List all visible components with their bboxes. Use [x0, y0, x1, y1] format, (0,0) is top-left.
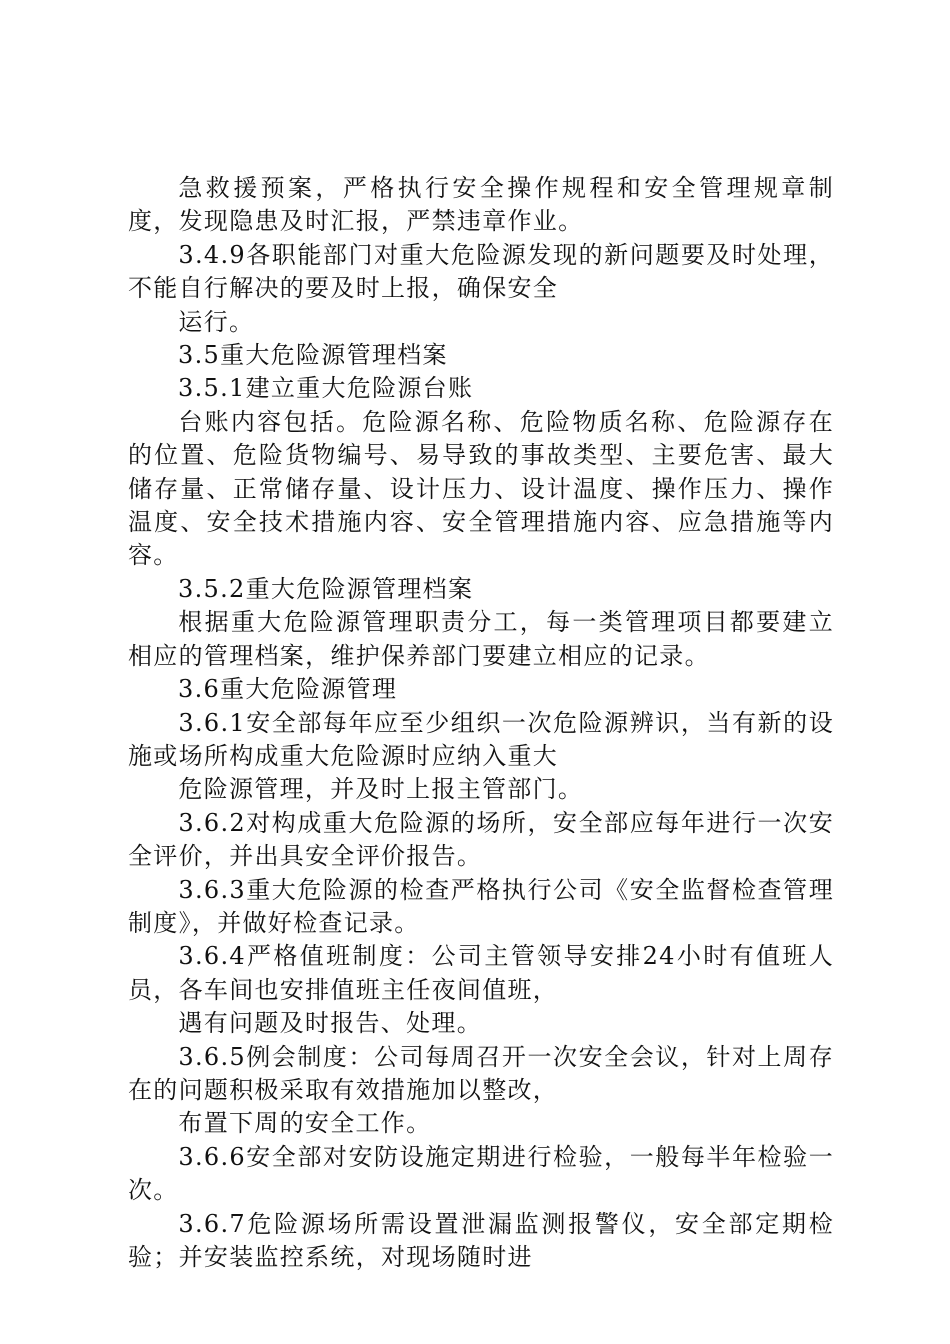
paragraph-archive-duties: 根据重大危险源管理职责分工，每一类管理项目都要建立相应的管理档案，维护保养部门要建立相应的记录。 — [128, 608, 834, 670]
paragraph-3-6-2: 3.6.2对构成重大危险源的场所，安全部应每年进行一次安全评价，并出具安全评价报告。 — [128, 808, 834, 871]
paragraph-3-6-5: 3.6.5例会制度：公司每周召开一次安全会议，针对上周存在的问题积极采取有效措施加以整改， — [128, 1042, 834, 1104]
document-body — [128, 172, 834, 1274]
paragraph-ledger-contents: 台账内容包括。危险源名称、危险物质名称、危险源存在的位置、危险货物编号、易导致的事故类型、主要危害、最大储存量、正常储存量、设计压力、设计温度、操作压力、操作温度、安全技术措施内容、安全管理措施内容、应急措施等内容。 — [128, 407, 834, 570]
paragraph-3-4-9-continued: 运行。 — [178, 307, 255, 336]
section-heading-3-5-1: 3.5.1建立重大危险源台账 — [178, 374, 474, 403]
paragraph-emergency-plan: 急救援预案，严格执行安全操作规程和安全管理规章制度，发现隐患及时汇报，严禁违章作业。 — [128, 174, 834, 236]
paragraph-3-6-4-continued: 遇有问题及时报告、处理。 — [178, 1009, 482, 1038]
paragraph-3-6-5-continued: 布置下周的安全工作。 — [178, 1109, 432, 1138]
section-heading-3-5-2: 3.5.2重大危险源管理档案 — [178, 574, 474, 603]
paragraph-3-6-1-continued: 危险源管理，并及时上报主管部门。 — [178, 775, 584, 804]
paragraph-3-4-9: 3.4.9各职能部门对重大危险源发现的新问题要及时处理，不能自行解决的要及时上报，确保安全 — [128, 240, 834, 303]
paragraph-3-6-7: 3.6.7危险源场所需设置泄漏监测报警仪，安全部定期检验；并安装监控系统，对现场随时进 — [128, 1209, 834, 1271]
section-heading-3-5: 3.5重大危险源管理档案 — [178, 341, 448, 370]
paragraph-3-6-1: 3.6.1安全部每年应至少组织一次危险源辨识，当有新的设施或场所构成重大危险源时应纳入重大 — [128, 708, 834, 770]
paragraph-3-6-4: 3.6.4严格值班制度：公司主管领导安排24小时有值班人员，各车间也安排值班主任夜间值班， — [128, 942, 834, 1004]
paragraph-3-6-6: 3.6.6安全部对安防设施定期进行检验，一般每半年检验一次。 — [128, 1142, 834, 1205]
section-heading-3-6: 3.6重大危险源管理 — [178, 675, 398, 704]
paragraph-3-6-3: 3.6.3重大危险源的检查严格执行公司《安全监督检查管理制度》，并做好检查记录。 — [128, 875, 834, 937]
